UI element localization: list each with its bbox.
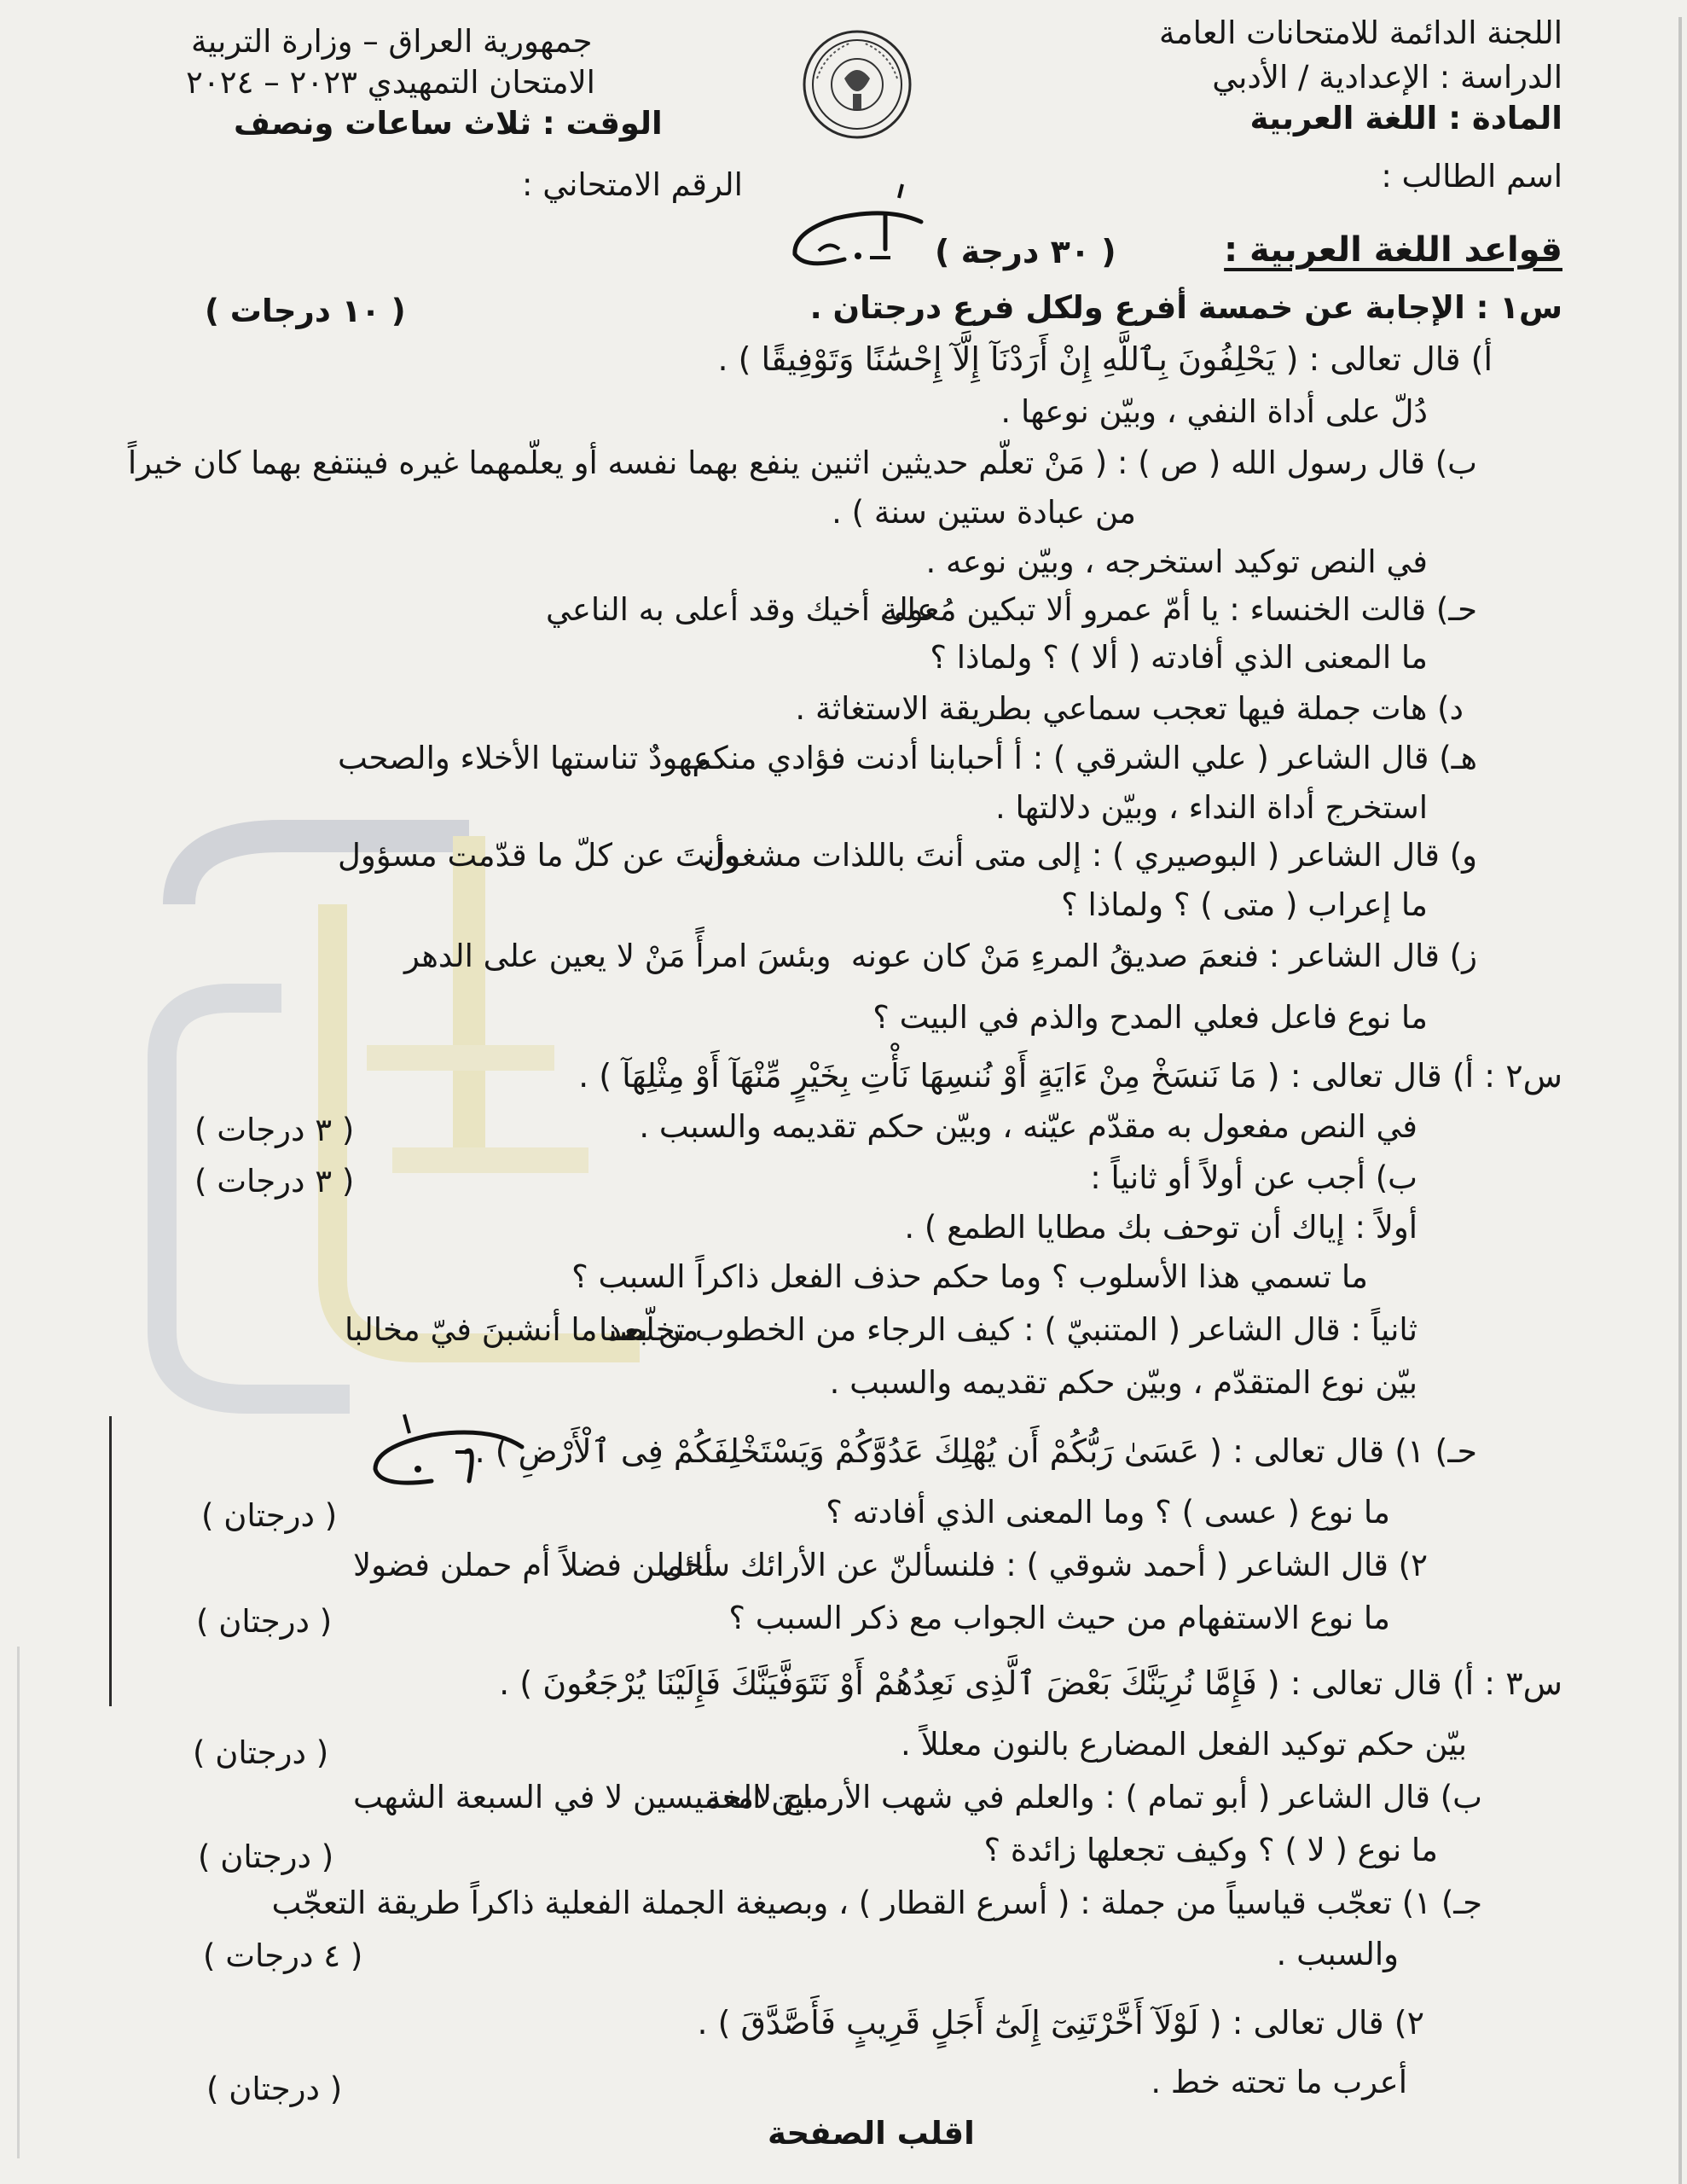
section-title: قواعد اللغة العربية : (1224, 230, 1562, 270)
q2-a-question: في النص مفعول به مقدّم عيّنه ، وبيّن حكم تقديمه والسبب . (639, 1108, 1417, 1145)
q1-b-question: في النص توكيد استخرجه ، وبيّن نوعه . (925, 543, 1428, 580)
q2-b-first: أولاً : إياك أن توحف بك مطايا الطمع ) . (904, 1209, 1417, 1246)
q3-b-question: ما نوع ( لا ) ؟ وكيف تجعلها زائدة ؟ (983, 1832, 1438, 1868)
q2-a-marks: ( ٣ درجات ) (194, 1112, 355, 1148)
q2-b-second-verse-second: من بعد ما أنشبنَ فيّ مخالبا (345, 1311, 699, 1348)
q3-b-verse-second: بين الخميسين لا في السبعة الشهب (353, 1779, 814, 1815)
q1-f-verse-first: و) قال الشاعر ( البوصيري ) : إلى متى أنتَ باللذات مشغول (702, 837, 1477, 874)
republic-ministry: جمهورية العراق – وزارة التربية (191, 23, 593, 60)
q3-a-question: بيّن حكم توكيد الفعل المضارع بالنون معللاً . (901, 1726, 1467, 1763)
q2-c2-question: ما نوع الاستفهام من حيث الجواب مع ذكر السبب ؟ (728, 1600, 1390, 1636)
q1-g-verse-first: ز) قال الشاعر : فنعمَ صديقُ المرءِ مَنْ كان عونه (850, 938, 1477, 974)
exam-number-label: الرقم الامتحاني : (522, 166, 743, 203)
q3-a-marks: ( درجتان ) (193, 1734, 329, 1771)
turn-page-note: اقلب الصفحة (768, 2115, 975, 2152)
exam-time: الوقت : ثلاث ساعات ونصف (234, 105, 663, 142)
q1-g-verse-second: وبئسَ امرأً مَنْ لا يعين على الدهر (404, 938, 832, 974)
exam-title: الامتحان التمهيدي ٢٠٢٣ – ٢٠٢٤ (186, 64, 595, 101)
q1-f-question: ما إعراب ( متى ) ؟ ولماذا ؟ (1061, 886, 1428, 923)
q1-c-verse-first: حـ) قالت الخنساء : يا أمّ عمرو ألا تبكين مُعولة (881, 591, 1477, 628)
q2-b-marks: ( ٣ درجات ) (194, 1163, 355, 1199)
q3-a-verse: س٣ : أ) قال تعالى : ( فَإِمَّا نُرِيَنَّكَ بَعْضَ ٱلَّذِى نَعِدُهُمْ أَوْ نَتَوَفَّيَنَّكَ فَإِلَيْنَا يُرْجَعُونَ ) . (499, 1664, 1562, 1702)
q1-b-hadith-cont: من عبادة ستين سنة ) . (832, 494, 1136, 531)
q1-d-question: د) هات جملة فيها تعجب سماعي بطريقة الاستغاثة . (795, 690, 1464, 727)
q1-c-question: ما المعنى الذي أفادته ( ألا ) ؟ ولماذا ؟ (930, 639, 1428, 676)
q2-a-verse: س٢ : أ) قال تعالى : ( مَا نَنسَخْ مِنْ ءَايَةٍ أَوْ نُنسِهَا نَأْتِ بِخَيْرٍ مِّنْهَآ أَوْ مِثْلِهَآ ) . (578, 1057, 1562, 1095)
q2-b-second-question: بيّن نوع المتقدّم ، وبيّن حكم تقديمه والسبب . (829, 1364, 1417, 1401)
q3-c-question: جـ) ١) تعجّب قياسياً من جملة : ( أسرع القطار ) ، وبصيغة الجملة الفعلية ذاكراً طريقة التعجّب (271, 1885, 1482, 1921)
q3-c-question-cont: والسبب . (1276, 1936, 1399, 1972)
q3-c2-verse: ٢) قال تعالى : ( لَوْلَآ أَخَّرْتَنِىٓ إِلَىٰٓ أَجَلٍ قَرِيبٍ فَأَصَّدَّقَ ) . (697, 2004, 1424, 2042)
handwritten-score-mark (363, 1409, 534, 1503)
q2-c2-verse-second: أحملن فضلاً أم حملن فضولا (353, 1547, 713, 1583)
q2-b-second-verse-first: ثانياً : قال الشاعر ( المتنبيّ ) : كيف الرجاء من الخطوب تخلّصنا (599, 1311, 1417, 1348)
q3-c-marks: ( ٤ درجات ) (203, 1937, 363, 1974)
q1-g-question: ما نوع فاعل فعلي المدح والذم في البيت ؟ (872, 999, 1428, 1036)
q2-b-instruction: ب) أجب عن أولاً أو ثانياً : (1090, 1159, 1417, 1196)
q3-c2-marks: ( درجتان ) (206, 2071, 343, 2107)
q2-c-verse: حـ) ١) قال تعالى : ( عَسَىٰ رَبُّكُمْ أَن يُهْلِكَ عَدُوَّكُمْ وَيَسْتَخْلِفَكُمْ فِى ٱلْأَرْضِ ) . (474, 1432, 1477, 1470)
q1-e-verse-first: هـ) قال الشاعر ( علي الشرقي ) : أ أحبابنا أدنت فؤادي منكم (692, 740, 1477, 776)
q2-c-question: ما نوع ( عسى ) ؟ وما المعنى الذي أفادته ؟ (826, 1494, 1390, 1531)
q1-heading: س١ : الإجابة عن خمسة أفرع ولكل فرع درجتان . (809, 289, 1562, 326)
q1-a-verse: أ) قال تعالى : ( يَحْلِفُونَ بِٱللَّهِ إِنْ أَرَدْنَآ إِلَّآ إِحْسَٰنًا وَتَوْفِيقًا ) . (717, 340, 1493, 378)
student-name-label: اسم الطالب : (1381, 158, 1562, 195)
q1-e-question: استخرج أداة النداء ، وبيّن دلالتها . (995, 789, 1428, 826)
q3-b-marks: ( درجتان ) (198, 1838, 334, 1875)
q2-c2-verse-first: ٢) قال الشاعر ( أحمد شوقي ) : فلنسألنّ عن الأرائك سائل (661, 1547, 1428, 1583)
q3-b-verse-first: ب) قال الشاعر ( أبو تمام ) : والعلم في شهب الأرماح لامعة (704, 1779, 1482, 1815)
q1-marks: ( ١٠ درجات ) (205, 293, 406, 329)
q2-c2-marks: ( درجتان ) (196, 1603, 333, 1640)
q2-c-marks: ( درجتان ) (201, 1497, 338, 1534)
page-edge (17, 1647, 20, 2158)
q1-b-hadith: ب) قال رسول الله ( ص ) : ( مَنْ تعلّم حديثين اثنين ينفع بهما نفسه أو يعلّمهما غيره فينتفع بهما كان خيراً (127, 444, 1477, 481)
page-edge (1678, 17, 1682, 2184)
q3-c2-question: أعرب ما تحته خط . (1151, 2064, 1407, 2100)
q1-f-verse-second: وأنتَ عن كلّ ما قدّمت مسؤول (338, 837, 739, 874)
q1-a-question: دُلّ على أداة النفي ، وبيّن نوعها . (1000, 393, 1428, 430)
q1-e-verse-second: عهودٌ تناستها الأخلاء والصحب (338, 740, 712, 776)
ministry-seal-logo (800, 27, 914, 142)
margin-line (109, 1416, 112, 1706)
handwritten-score-mark (785, 181, 930, 275)
section-marks: ( ٣٠ درجة ) (935, 233, 1116, 270)
committee-title: اللجنة الدائمة للامتحانات العامة (1159, 15, 1562, 51)
q1-c-verse-second: على أخيك وقد أعلى به الناعي (546, 591, 936, 628)
study-type: الدراسة : الإعدادية / الأدبي (1212, 59, 1562, 96)
subject-name: المادة : اللغة العربية (1249, 100, 1562, 136)
q2-b-first-question: ما تسمي هذا الأسلوب ؟ وما حكم حذف الفعل ذاكراً السبب ؟ (571, 1258, 1368, 1295)
